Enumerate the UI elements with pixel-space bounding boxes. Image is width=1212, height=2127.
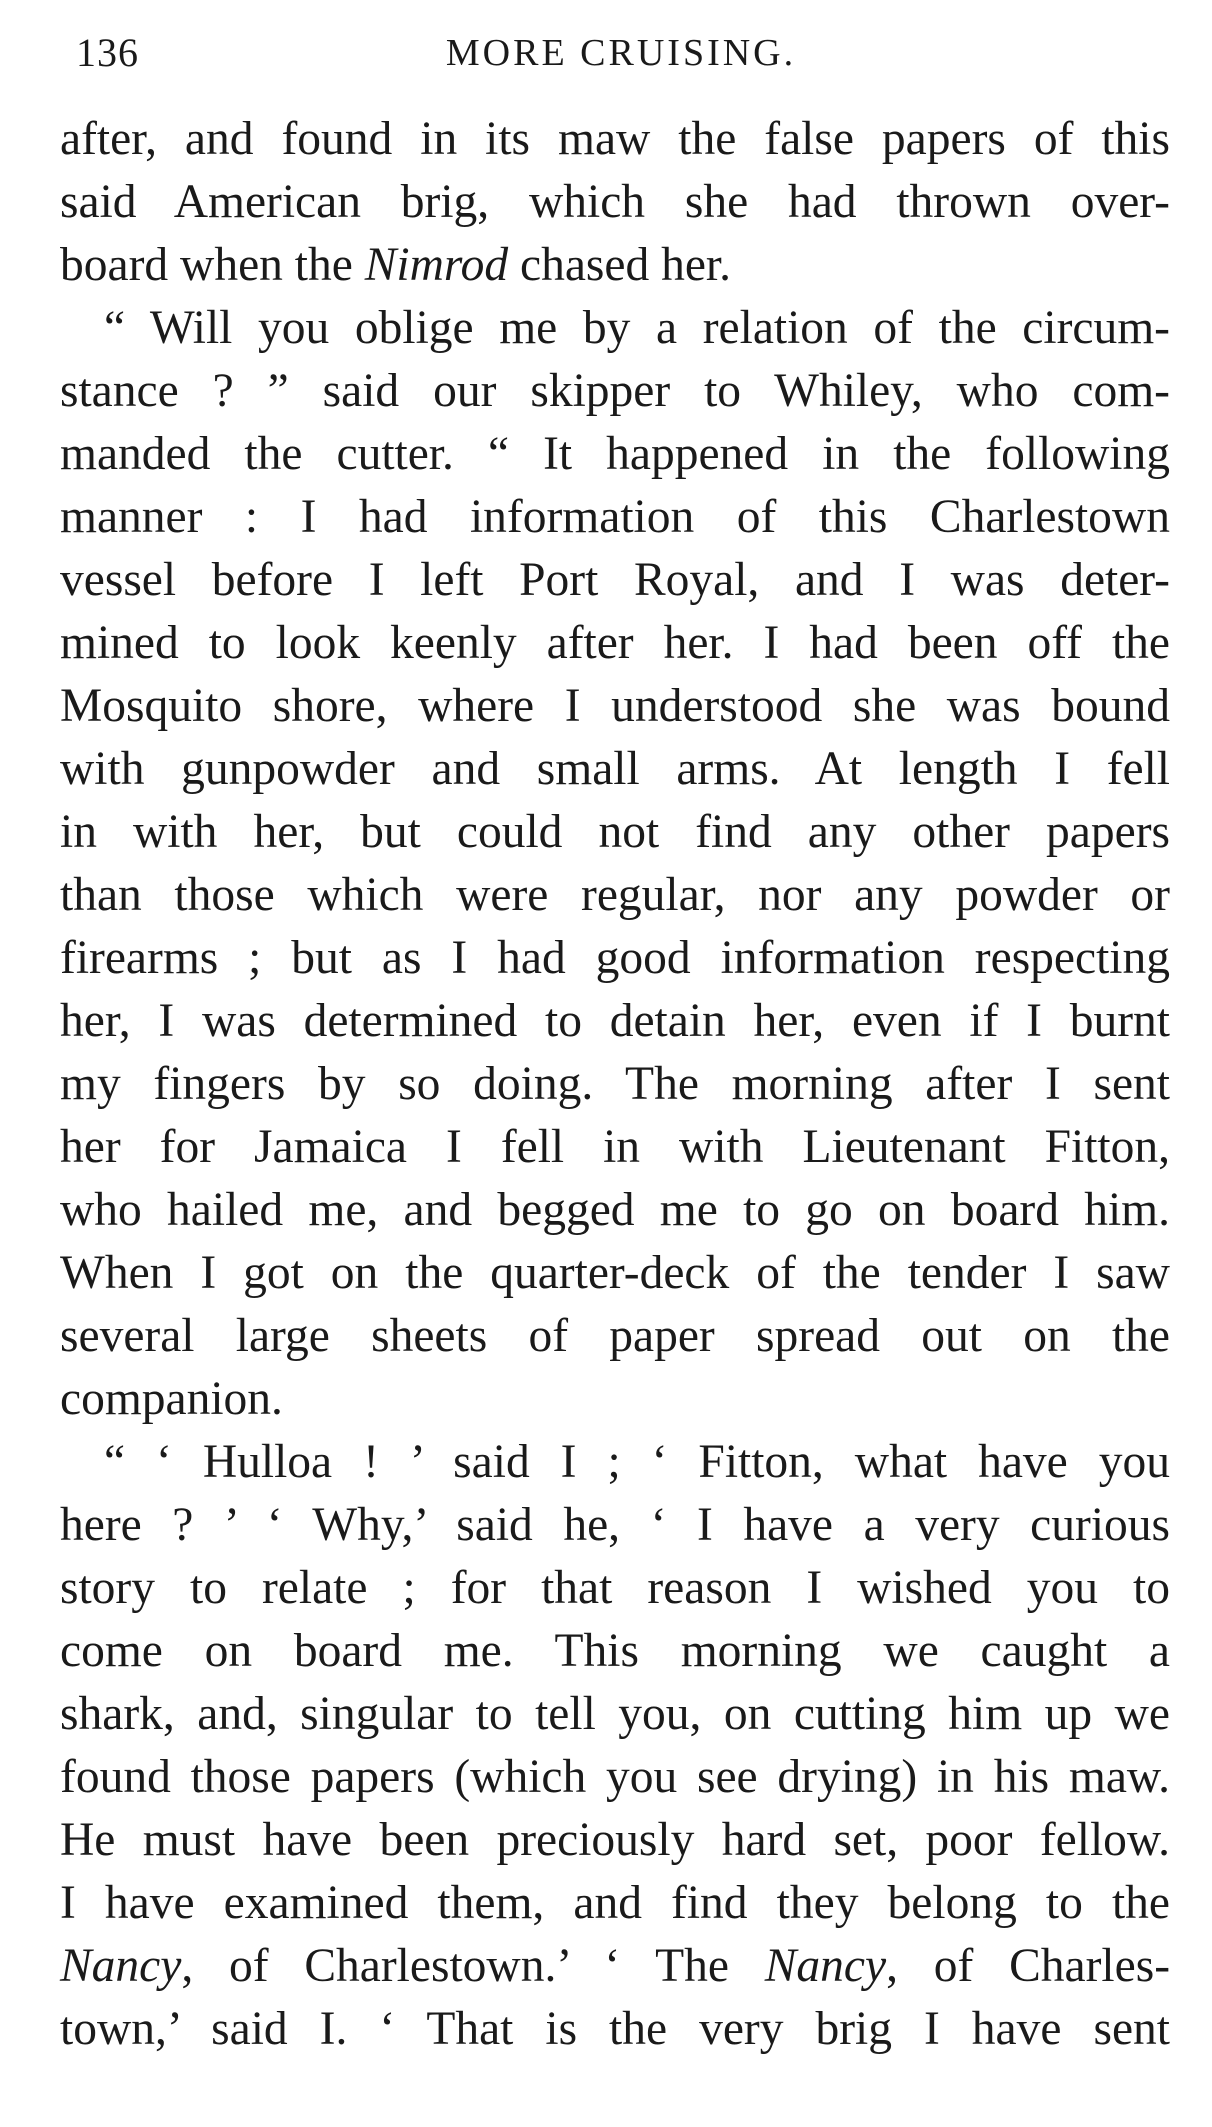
text-segment: town,’ said I. ‘ That is the very brig I have sent [60,2003,1170,2055]
text-segment: said American brig, which she had thrown over- [60,176,1170,228]
text-segment: mined to look keenly after her. I had been off the [60,617,1170,669]
text-line [60,360,1170,423]
text-line [60,486,1170,549]
page-number: 136 [76,30,139,75]
text-segment: manded the cutter. “ It happened in the following [60,428,1170,480]
italic-text: Nimrod [364,239,509,291]
text-line [60,675,1170,738]
text-line [60,927,1170,990]
text-segment: several large sheets of paper spread out on the [60,1310,1170,1362]
text-segment: her, I was determined to detain her, even if I burnt [60,995,1170,1047]
text-segment: companion. [60,1373,283,1425]
text-segment: shark, and, singular to tell you, on cutting him up we [60,1688,1170,1740]
text-segment: after, and found in its maw the false papers of this [60,113,1170,165]
italic-text: Nancy [60,1940,182,1992]
text-line [60,801,1170,864]
text-segment: firearms ; but as I had good information respecting [60,932,1170,984]
text-segment: her for Jamaica I fell in with Lieutenant Fitton, [60,1121,1170,1173]
text-segment: When I got on the quarter-deck of the tender I saw [60,1247,1170,1299]
text-line [60,1494,1170,1557]
text-line [60,234,1170,297]
text-line [60,1179,1170,1242]
text-line [60,108,1170,171]
text-line [60,1053,1170,1116]
text-segment: vessel before I left Port Royal, and I was deter- [60,554,1170,606]
text-line [60,738,1170,801]
text-line [60,1242,1170,1305]
text-segment: board when the [60,239,365,291]
text-segment: “ Will you oblige me by a relation of the circum- [104,302,1170,354]
text-line [60,1872,1170,1935]
text-line [60,171,1170,234]
text-segment: with gunpowder and small arms. At length I fell [60,743,1170,795]
text-line [60,864,1170,927]
text-segment: who hailed me, and begged me to go on board him. [60,1184,1170,1236]
text-line [60,990,1170,1053]
text-segment: , of Charles- [886,1940,1171,1992]
text-segment: found those papers (which you see drying) in his maw. [60,1751,1170,1803]
text-line [60,1620,1170,1683]
text-line [60,1116,1170,1179]
text-segment: stance ? ” said our skipper to Whiley, who com- [60,365,1170,417]
text-line [60,1935,1170,1998]
text-line [60,1809,1170,1872]
text-segment: Mosquito shore, where I understood she was bound [60,680,1170,732]
text-segment: I have examined them, and find they belong to the [60,1877,1170,1929]
text-line [60,1557,1170,1620]
text-segment: He must have been preciously hard set, poor fellow. [60,1814,1170,1866]
text-line [60,1305,1170,1368]
text-segment: in with her, but could not find any other papers [60,806,1170,858]
text-segment: here ? ’ ‘ Why,’ said he, ‘ I have a very curious [60,1499,1170,1551]
text-segment: than those which were regular, nor any powder or [60,869,1170,921]
text-segment: my fingers by so doing. The morning after I sent [60,1058,1170,1110]
text-line [60,297,1170,360]
text-line [60,1683,1170,1746]
text-segment: manner : I had information of this Charlestown [60,491,1170,543]
text-line [60,1431,1170,1494]
text-segment: “ ‘ Hulloa ! ’ said I ; ‘ Fitton, what have you [104,1436,1170,1488]
body-text [60,108,1170,2061]
running-title: MORE CRUISING. [445,32,797,74]
text-line [60,1368,1170,1431]
text-segment: story to relate ; for that reason I wished you to [60,1562,1170,1614]
italic-text: Nancy [764,1940,887,1992]
text-line [60,612,1170,675]
text-segment: chased her. [508,239,731,291]
text-line [60,423,1170,486]
text-line [60,1746,1170,1809]
text-line [60,1998,1170,2061]
running-head [76,28,1166,78]
text-line [60,549,1170,612]
text-segment: come on board me. This morning we caught a [60,1625,1170,1677]
text-segment: , of Charlestown.’ ‘ The [181,1940,765,1992]
